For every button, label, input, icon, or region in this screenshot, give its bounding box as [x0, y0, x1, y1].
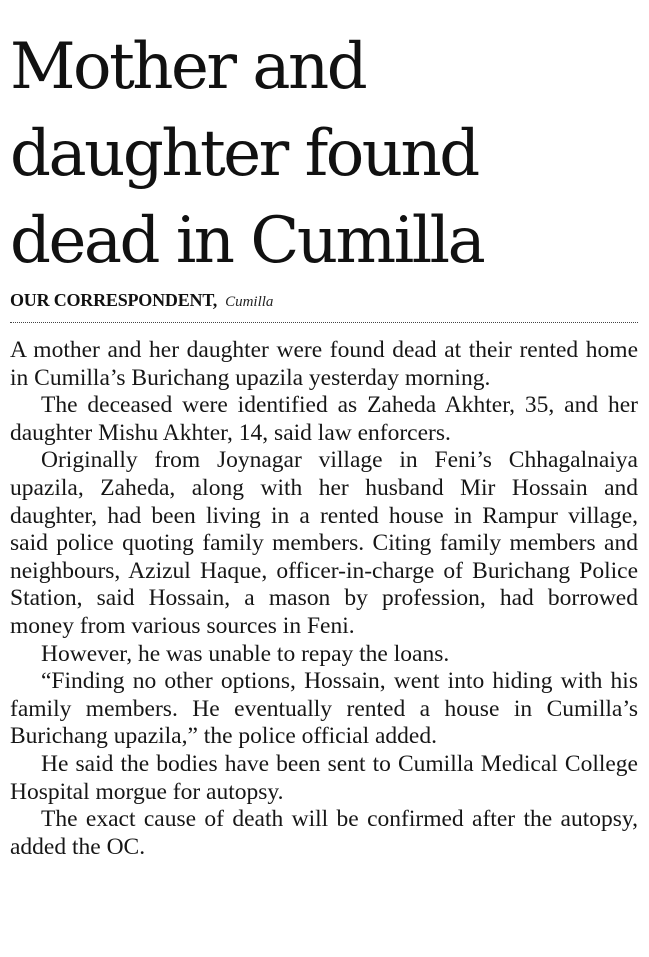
byline-author: OUR CORRESPONDENT, [10, 290, 218, 310]
news-article [10, 0, 638, 861]
paragraph: However, he was unable to repay the loans. [41, 640, 450, 667]
headline-line-2: daughter found [10, 117, 478, 191]
paragraph: He said the bodies have been sent to Cumilla Medical College Hospital morgue for autopsy. [10, 750, 638, 805]
headline-line-3: dead in Cumilla [10, 204, 484, 278]
headline-line-1: Mother and [10, 30, 366, 104]
byline-location: Cumilla [225, 294, 274, 310]
article-body [10, 337, 638, 861]
paragraph: A mother and her daughter were found dead at their rented home in Cumilla’s Burichang upazila yesterday morning. [10, 337, 638, 391]
paragraph: The deceased were identified as Zaheda Akhter, 35, and her daughter Mishu Akhter, 14, said law enforcers. [10, 392, 638, 446]
headline [10, 24, 638, 285]
paragraph: “Finding no other options, Hossain, went into hiding with his family members. He eventually rented a house in Cumilla’s Burichang upazila,” the police official added. [10, 668, 638, 750]
paragraph: The exact cause of death will be confirmed after the autopsy, added the OC. [10, 806, 638, 860]
paragraph: Originally from Joynagar village in Feni’s Chhagalnaiya upazila, Zaheda, along with her husband Mir Hossain and daughter, had been living in a rented house in Rampur village, said police quoting family members. Citing family members and neighbours, Azizul Haque, officer-in-charge of Burichang Police Station, said Hossain, a mason by profession, had borrowed money from various sources in Feni. [10, 447, 638, 639]
dotted-divider [10, 322, 638, 323]
byline [10, 287, 638, 313]
